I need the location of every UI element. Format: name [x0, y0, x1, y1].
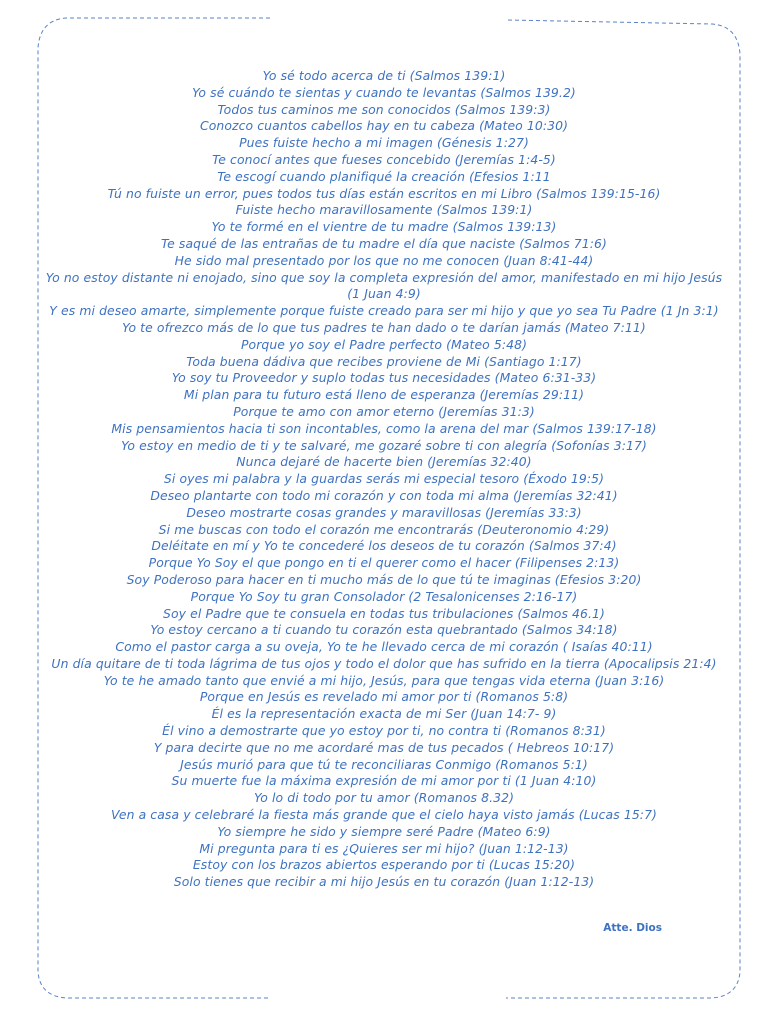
letter-line: Deseo mostrarte cosas grandes y maravillosas (Jeremías 33:3) [186, 504, 582, 520]
letter-line: Yo estoy en medio de ti y te salvaré, me gozaré sobre ti con alegría (Sofonías 3:17) [121, 437, 647, 453]
letter-line: Él vino a demostrarte que yo estoy por ti, no contra ti (Romanos 8:31) [162, 723, 606, 739]
letter-line: Soy el Padre que te consuela en todas tus tribulaciones (Salmos 46.1) [163, 605, 605, 621]
letter-line: Yo te he amado tanto que envié a mi hijo, Jesús, para que tengas vida eterna (Juan 3:16) [103, 672, 665, 688]
letter-line: Deseo plantarte con todo mi corazón y con toda mi alma (Jeremías 32:41) [150, 487, 618, 503]
letter-line: Yo soy tu Proveedor y suplo todas tus necesidades (Mateo 6:31-33) [171, 370, 597, 386]
letter-line: Ven a casa y celebraré la fiesta más grande que el cielo haya visto jamás (Lucas 15:7) [111, 807, 657, 823]
letter-line: Yo te ofrezco más de lo que tus padres te han dado o te darían jamás (Mateo 7:11) [122, 319, 646, 335]
letter-line: Porque Yo Soy el que pongo en ti el querer como el hacer (Filipenses 2:13) [148, 555, 620, 571]
letter-line: Yo estoy cercano a ti cuando tu corazón esta quebrantado (Salmos 34:18) [150, 622, 618, 638]
letter-line: Conozco cuantos cabellos hay en tu cabeza (Mateo 10:30) [199, 118, 569, 134]
letter-line: Y es mi deseo amarte, simplemente porque fuiste creado para ser mi hijo y que yo sea Tu Padre (1 Jn 3:1) [49, 303, 719, 319]
letter-line: Soy Poderoso para hacer en ti mucho más de lo que tú te imaginas (Efesios 3:20) [126, 571, 642, 587]
letter-line: Yo no estoy distante ni enojado, sino que soy la completa expresión del amor, manifestado en mi hijo Jesús (1 Juan 4:9) [45, 269, 723, 302]
letter-line: Mi plan para tu futuro está lleno de esperanza (Jeremías 29:11) [183, 387, 585, 403]
letter-line: Fuiste hecho maravillosamente (Salmos 139:1) [235, 202, 533, 218]
letter-line: Porque en Jesús es revelado mi amor por ti (Romanos 5:8) [199, 689, 569, 705]
letter-line: Todos tus caminos me son conocidos (Salmos 139:3) [217, 101, 551, 117]
letter-line: Estoy con los brazos abiertos esperando por ti (Lucas 15:20) [192, 857, 576, 873]
letter-line: Tú no fuiste un error, pues todos tus días están escritos en mi Libro (Salmos 139:15-16) [107, 185, 661, 201]
signature: Atte. Dios [603, 922, 662, 934]
letter-line: Te saqué de las entrañas de tu madre el día que naciste (Salmos 71:6) [161, 235, 607, 251]
letter-line: Mi pregunta para ti es ¿Quieres ser mi hijo? (Juan 1:12-13) [199, 840, 569, 856]
letter-line: Yo te formé en el vientre de tu madre (Salmos 139:13) [211, 219, 557, 235]
letter-line: Nunca dejaré de hacerte bien (Jeremías 32:40) [236, 454, 532, 470]
letter-line: Si oyes mi palabra y la guardas serás mi especial tesoro (Éxodo 19:5) [163, 471, 605, 487]
letter-line: He sido mal presentado por los que no me conocen (Juan 8:41-44) [174, 252, 594, 268]
letter-line: Un día quitare de ti toda lágrima de tus ojos y todo el dolor que has sufrido en la tierra (Apocalipsis 21:4) [51, 655, 717, 671]
letter-line: Porque te amo con amor eterno (Jeremías 31:3) [233, 403, 535, 419]
letter-line: Yo sé cuándo te sientas y cuando te levantas (Salmos 139.2) [192, 84, 576, 100]
letter-line: Y para decirte que no me acordaré mas de tus pecados ( Hebreos 10:17) [153, 739, 615, 755]
letter-line: Él es la representación exacta de mi Ser (Juan 14:7- 9) [211, 706, 557, 722]
letter-line: Pues fuiste hecho a mi imagen (Génesis 1:27) [239, 135, 529, 151]
letter-line: Yo sé todo acerca de ti (Salmos 139:1) [262, 68, 506, 83]
letter-line: Yo lo di todo por tu amor (Romanos 8.32) [253, 790, 515, 806]
letter-line: Te escogí cuando planifiqué la creación (Efesios 1:11 [217, 168, 551, 184]
letter-line: Te conocí antes que fueses concebido (Jeremías 1:4-5) [212, 151, 556, 167]
letter-line: Jesús murió para que tú te reconciliaras Conmigo (Romanos 5:1) [180, 756, 588, 772]
letter-line: Su muerte fue la máxima expresión de mi amor por ti (1 Juan 4:10) [171, 773, 597, 789]
letter-line: Yo siempre he sido y siempre seré Padre (Mateo 6:9) [217, 823, 551, 839]
letter-line: Porque yo soy el Padre perfecto (Mateo 5:48) [240, 336, 528, 352]
letter-line: Si me buscas con todo el corazón me encontrarás (Deuteronomio 4:29) [158, 521, 610, 537]
letter-body [44, 68, 724, 891]
letter-line: Porque Yo Soy tu gran Consolador (2 Tesalonicenses 2:16-17) [190, 588, 578, 604]
letter-line: Toda buena dádiva que recibes proviene de Mi (Santiago 1:17) [186, 353, 582, 369]
letter-line: Solo tienes que recibir a mi hijo Jesús en tu corazón (Juan 1:12-13) [173, 874, 595, 890]
letter-line: Como el pastor carga a su oveja, Yo te he llevado cerca de mi corazón ( Isaías 40:11) [115, 639, 653, 655]
letter-line: Mis pensamientos hacia ti son incontables, como la arena del mar (Salmos 139:17-18) [111, 420, 657, 436]
letter-line: Deléitate en mí y Yo te concederé los deseos de tu corazón (Salmos 37:4) [151, 538, 617, 554]
